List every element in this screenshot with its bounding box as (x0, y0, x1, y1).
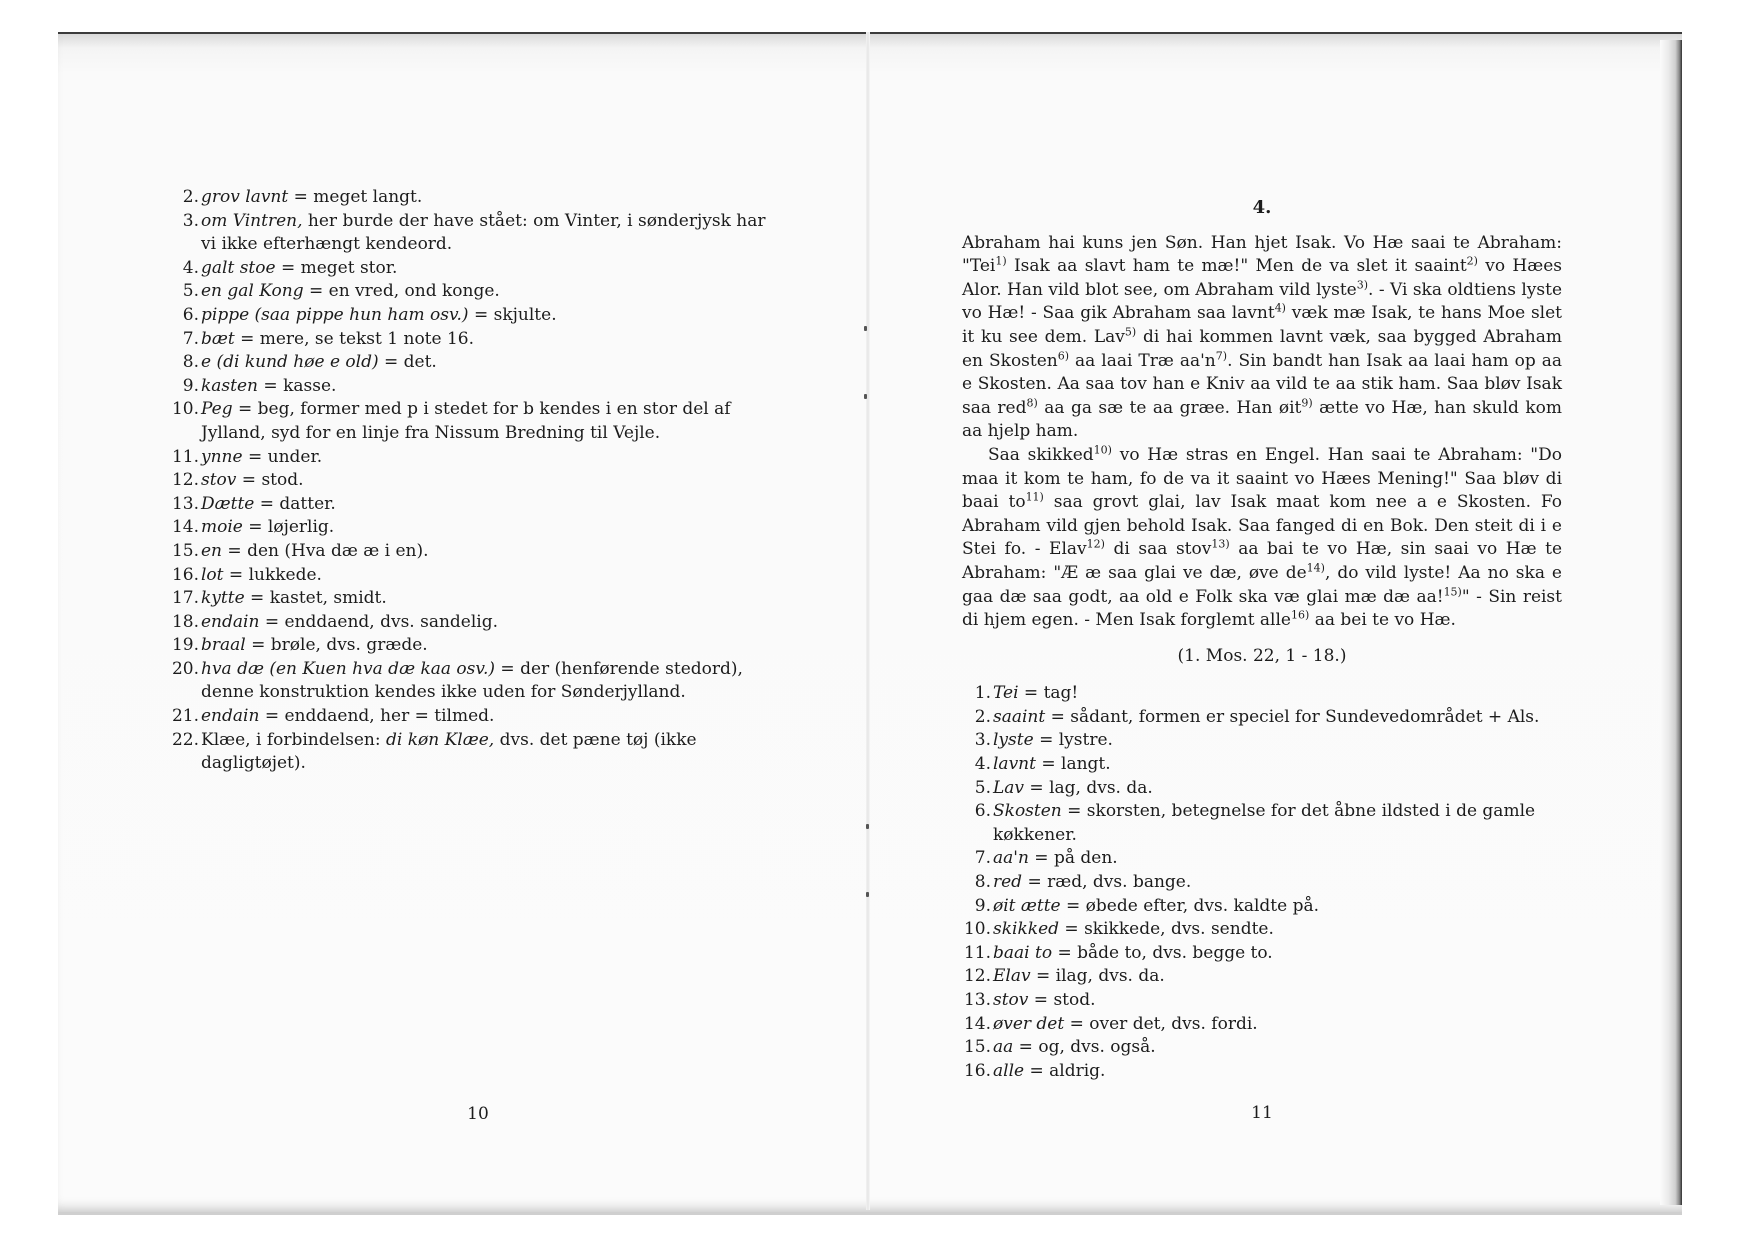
footnote-item (962, 965, 1562, 989)
story-text-run: aa laai Træ aa'n (1069, 350, 1216, 371)
footnote-text: = ilag, dvs. da. (1030, 966, 1165, 987)
footnote-item (962, 989, 1562, 1013)
footnote-term: øit ætte (993, 895, 1061, 916)
footnote-marker: 15) (1443, 584, 1462, 598)
footnote-item (962, 682, 1562, 706)
footnote-term: skikked (993, 919, 1060, 940)
scan-speck (866, 892, 869, 897)
footnote-number: 1. (974, 683, 991, 704)
footnote-text: = beg, former med p i stedet for b kendes i en stor del af Jylland, syd for en linje fra Nissum Bredning til Vejle. (201, 399, 731, 443)
footnote-item (962, 918, 1562, 942)
footnote-text: = kasse. (258, 375, 337, 396)
footnote-item (962, 800, 1562, 847)
page-edge-shadow (1660, 40, 1682, 1205)
footnote-term: pippe (saa pippe hun ham osv.) (201, 304, 469, 325)
footnote-text: = sådant, formen er speciel for Sundevedområdet + Als. (1045, 706, 1540, 727)
footnote-item (962, 895, 1562, 919)
footnote-text: = stod. (236, 470, 304, 491)
footnote-marker: 14) (1306, 561, 1325, 575)
story-text-run: saa grovt glai, lav Isak maat kom nee a e Skosten. Fo Abraham vild gjen behold Isak. Saa fanged di en Bok. Den steit di i e Stei fo. - Elav (962, 492, 1563, 560)
footnote-marker: 12) (1086, 537, 1105, 551)
footnote-number: 20. (171, 658, 199, 679)
footnote-item (170, 564, 776, 588)
footnote-number: 3. (182, 210, 199, 231)
footnote-number: 2. (974, 706, 991, 727)
footnote-term: øver det (993, 1013, 1065, 1034)
footnote-text: = aldrig. (1024, 1060, 1106, 1081)
story-paragraph-2 (962, 444, 1562, 633)
footnote-number: 8. (182, 352, 199, 373)
footnote-item (170, 446, 776, 470)
footnote-item (170, 186, 776, 210)
footnote-text: = enddaend, her = tilmed. (259, 706, 495, 727)
footnote-number: 16. (963, 1060, 991, 1081)
footnote-number: 4. (182, 257, 199, 278)
footnote-text: = stod. (1028, 990, 1096, 1010)
footnote-term: lyste (993, 730, 1034, 751)
footnote-text: = under. (242, 446, 323, 467)
footnote-marker: 2) (1466, 254, 1478, 268)
footnote-number: 6. (182, 304, 199, 325)
footnote-number: 11. (963, 942, 991, 963)
footnote-term: e (di kund høe e old) (201, 352, 379, 373)
footnote-text: = både to, dvs. begge to. (1052, 942, 1273, 963)
footnote-number: 4. (974, 754, 991, 775)
footnote-text: = meget langt. (288, 187, 423, 207)
footnote-number: 9. (974, 895, 991, 916)
footnote-text: = over det, dvs. fordi. (1064, 1013, 1258, 1034)
footnote-text: = øbede efter, dvs. kaldte på. (1060, 895, 1320, 916)
footnote-text: = skjulte. (468, 304, 557, 325)
footnote-item (962, 729, 1562, 753)
story-text-run: Abraham hai kuns jen Søn. Han hjet Isak. Vo Hæ saai te Abraham: "Tei (962, 232, 1562, 277)
footnote-number: 22. (171, 729, 199, 750)
footnote-number: 6. (974, 801, 991, 822)
footnote-number: 5. (182, 281, 199, 302)
footnote-text: = lukkede. (223, 564, 322, 585)
footnote-number: 18. (171, 611, 199, 632)
footnote-item (962, 1060, 1562, 1084)
footnote-item (170, 304, 776, 328)
footnote-item (962, 1036, 1562, 1060)
footnote-item (170, 540, 776, 564)
footnote-term: ynne (201, 446, 243, 467)
footnote-term: lot (201, 564, 224, 585)
book-gutter (866, 32, 870, 1210)
left-page-notes (170, 186, 776, 776)
footnote-term: baai to (993, 942, 1053, 963)
footnote-term: stov (993, 990, 1029, 1010)
story-text-run: " - Sin reist di hjem egen. - Men Isak forglemt alle (962, 586, 1562, 631)
story-text-run: , do vild lyste! Aa no ska e gaa dæ saa godt, aa old e Folk ska væ glai mæ dæ aa! (962, 562, 1562, 607)
footnote-marker: 8) (1026, 396, 1038, 410)
footnote-number: 12. (171, 470, 199, 491)
footnote-term: red (993, 872, 1023, 893)
footnote-number: 10. (963, 919, 991, 940)
footnote-number: 10. (171, 399, 199, 420)
footnote-marker: 1) (995, 254, 1007, 268)
footnote-item (962, 871, 1562, 895)
footnote-item (170, 328, 776, 352)
footnote-number: 19. (171, 635, 199, 656)
footnote-item (962, 1013, 1562, 1037)
footnote-text: = skorsten, betegnelse for det åbne ildsted i de gamle køkkener. (993, 801, 1536, 845)
footnote-term: om Vintren, (201, 210, 303, 231)
footnote-term: Dætte (201, 493, 255, 514)
story-text-run: di saa stov (1104, 539, 1212, 560)
page-number-right: 11 (1251, 1103, 1273, 1123)
footnote-text: = langt. (1035, 754, 1111, 775)
story-text-run: væk mæ Isak, te hans Moe slet it ku see dem. Lav (962, 303, 1562, 347)
footnote-term: kasten (201, 375, 259, 396)
footnote-marker: 10) (1093, 443, 1112, 457)
footnote-term: di køn Klæe, (386, 729, 495, 750)
footnote-text: = lag, dvs. da. (1024, 777, 1153, 798)
footnote-term: endain (201, 611, 260, 632)
scan-speck (866, 824, 869, 829)
footnote-text: = løjerlig. (242, 517, 335, 538)
footnote-number: 13. (963, 990, 991, 1010)
footnote-marker: 3) (1356, 278, 1369, 292)
footnote-number: 13. (171, 493, 199, 514)
footnote-text: = skikkede, dvs. sendte. (1059, 919, 1274, 940)
footnote-marker: 4) (1274, 301, 1286, 315)
footnote-number: 12. (963, 966, 991, 987)
footnote-item (962, 706, 1562, 730)
footnote-text: = enddaend, dvs. sandelig. (259, 611, 499, 632)
footnote-item (962, 942, 1562, 966)
footnote-term: alle (993, 1060, 1025, 1081)
footnote-number: 7. (182, 328, 199, 349)
footnote-item (170, 398, 776, 445)
story-text-run: . Sin bandt han Isak aa laai ham op aa e Skosten. Aa saa tov han e Kniv aa vild te aa stik ham. Saa bløv Isak saa red (962, 350, 1562, 418)
footnote-marker: 11) (1025, 490, 1044, 504)
footnote-item (170, 257, 776, 281)
footnote-item (962, 753, 1562, 777)
footnote-number: 7. (974, 848, 991, 869)
footnote-term: en (201, 540, 223, 561)
footnote-number: 15. (171, 540, 199, 561)
story-paragraph-1 (962, 232, 1562, 444)
footnote-text: = mere, se tekst 1 note 16. (234, 328, 475, 349)
footnote-text: = ræd, dvs. bange. (1022, 872, 1192, 893)
bible-reference: (1. Mos. 22, 1 - 18.) (1177, 645, 1347, 666)
footnote-marker: 13) (1211, 537, 1230, 551)
footnote-marker: 9) (1301, 396, 1313, 410)
page-number-left: 10 (467, 1104, 489, 1124)
story-text-run: aa bai te vo Hæ, sin saai vo Hæ te Abraham: "Æ æ saa glai ve dæ, øve de (962, 539, 1563, 583)
footnote-text: = der (henførende stedord), denne konstruktion kendes ikke uden for Sønderjylland. (201, 658, 743, 703)
footnote-number: 21. (171, 706, 199, 727)
footnote-term: braal (201, 635, 246, 656)
story-text-run: aa ga sæ te aa græe. Han øit (1037, 397, 1302, 418)
footnote-number: 5. (974, 777, 991, 798)
footnote-number: 14. (963, 1013, 991, 1034)
section-heading: 4. (1252, 197, 1272, 218)
footnote-term: kytte (201, 588, 245, 609)
story-text-run: ætte vo Hæ, han skuld kom aa hjelp ham. (962, 397, 1563, 442)
footnote-text: = datter. (254, 493, 336, 514)
footnote-marker: 16) (1291, 608, 1310, 622)
footnote-marker: 7) (1215, 348, 1228, 362)
story-text-run: vo Hæ stras en Engel. Han saai te Abraham: "Do maa it kom te ham, fo de va it saaint vo Hæes Mening!" Saa bløv di baai to (962, 444, 1562, 513)
footnote-term: Tei (993, 683, 1019, 704)
footnote-term: grov lavnt (201, 187, 289, 207)
footnote-term: galt stoe (201, 257, 276, 278)
footnote-item (962, 847, 1562, 871)
footnote-item (170, 516, 776, 540)
scan-speck (864, 326, 867, 331)
footnote-text: dvs. det pæne tøj (ikke dagligtøjet). (201, 729, 697, 774)
footnote-number: 15. (963, 1037, 991, 1058)
footnote-term: bæt (201, 328, 235, 349)
footnote-text: = det. (378, 352, 437, 373)
story-text-run: Isak aa slavt ham te mæ!" Men de va slet it saaint (1006, 256, 1467, 277)
footnote-term: Skosten (993, 801, 1062, 822)
footnote-text: = på den. (1028, 848, 1118, 869)
footnote-item (170, 587, 776, 611)
footnote-text: her burde der have stået: om Vinter, i sønderjysk har vi ikke efterhængt kendeord. (201, 210, 766, 255)
footnote-term: aa (993, 1037, 1014, 1058)
scan-speck (864, 394, 867, 399)
footnote-term: hva dæ (en Kuen hva dæ kaa osv.) (201, 658, 496, 679)
footnote-text: = brøle, dvs. græde. (245, 635, 428, 656)
footnote-term: endain (201, 706, 260, 727)
footnote-term: stov (201, 470, 237, 491)
story-text-run: . - Vi ska oldtiens lyste vo Hæ! - Saa gik Abraham saa lavnt (962, 279, 1563, 324)
footnote-term: lavnt (993, 754, 1036, 775)
story-text (962, 232, 1562, 633)
footnote-number: 9. (182, 375, 199, 396)
footnote-item (170, 493, 776, 517)
footnote-item (170, 375, 776, 399)
footnote-term: Lav (993, 777, 1025, 798)
story-text-run: di hai kommen lavnt væk, saa bygged Abraham en Skosten (962, 326, 1562, 371)
footnote-list (170, 186, 776, 729)
footnote-text: = og, dvs. også. (1013, 1037, 1156, 1058)
footnote-text: = meget stor. (275, 257, 398, 278)
footnote-number: 11. (171, 446, 199, 467)
footnote-item (170, 611, 776, 635)
footnote-item (962, 777, 1562, 801)
footnote-number: 2. (182, 187, 199, 207)
footnote-item (170, 469, 776, 493)
right-page-text (962, 196, 1562, 1083)
footnote-text: = den (Hva dæ æ i en). (222, 540, 429, 561)
footnote-term: Elav (993, 966, 1031, 987)
footnote-term: moie (201, 517, 243, 538)
footnote-number: 8. (974, 872, 991, 893)
footnote-item (170, 280, 776, 304)
footnote-text: = kastet, smidt. (244, 588, 387, 609)
footnote-item (170, 658, 776, 705)
story-text-run: vo Hæes Alor. Han vild blot see, om Abraham vild lyste (962, 256, 1562, 300)
story-text-run: aa bei te vo Hæ. (1309, 610, 1456, 631)
story-text-run: Saa skikked (988, 444, 1094, 465)
footnote-item (170, 634, 776, 658)
footnote-number: 3. (974, 730, 991, 751)
footnote-term: aa'n (993, 848, 1029, 869)
footnote-item (170, 351, 776, 375)
footnote-text: = lystre. (1033, 730, 1113, 751)
footnote-item (170, 705, 776, 729)
footnote-number: 17. (171, 588, 199, 609)
footnote-list (962, 682, 1562, 1083)
footnote-item (170, 210, 776, 257)
footnote-term: en gal Kong (201, 281, 304, 302)
footnote-text: Klæe, i forbindelsen: (201, 729, 386, 750)
footnote-term: Peg (201, 399, 233, 420)
footnote-marker: 6) (1057, 348, 1070, 362)
footnote-term: saaint (993, 706, 1046, 727)
footnote-number: 14. (171, 517, 199, 538)
footnote-item (170, 729, 776, 776)
footnote-marker: 5) (1124, 325, 1137, 339)
footnote-text: = en vred, ond konge. (303, 281, 500, 302)
footnote-number: 16. (171, 564, 199, 585)
footnote-text: = tag! (1018, 683, 1079, 704)
